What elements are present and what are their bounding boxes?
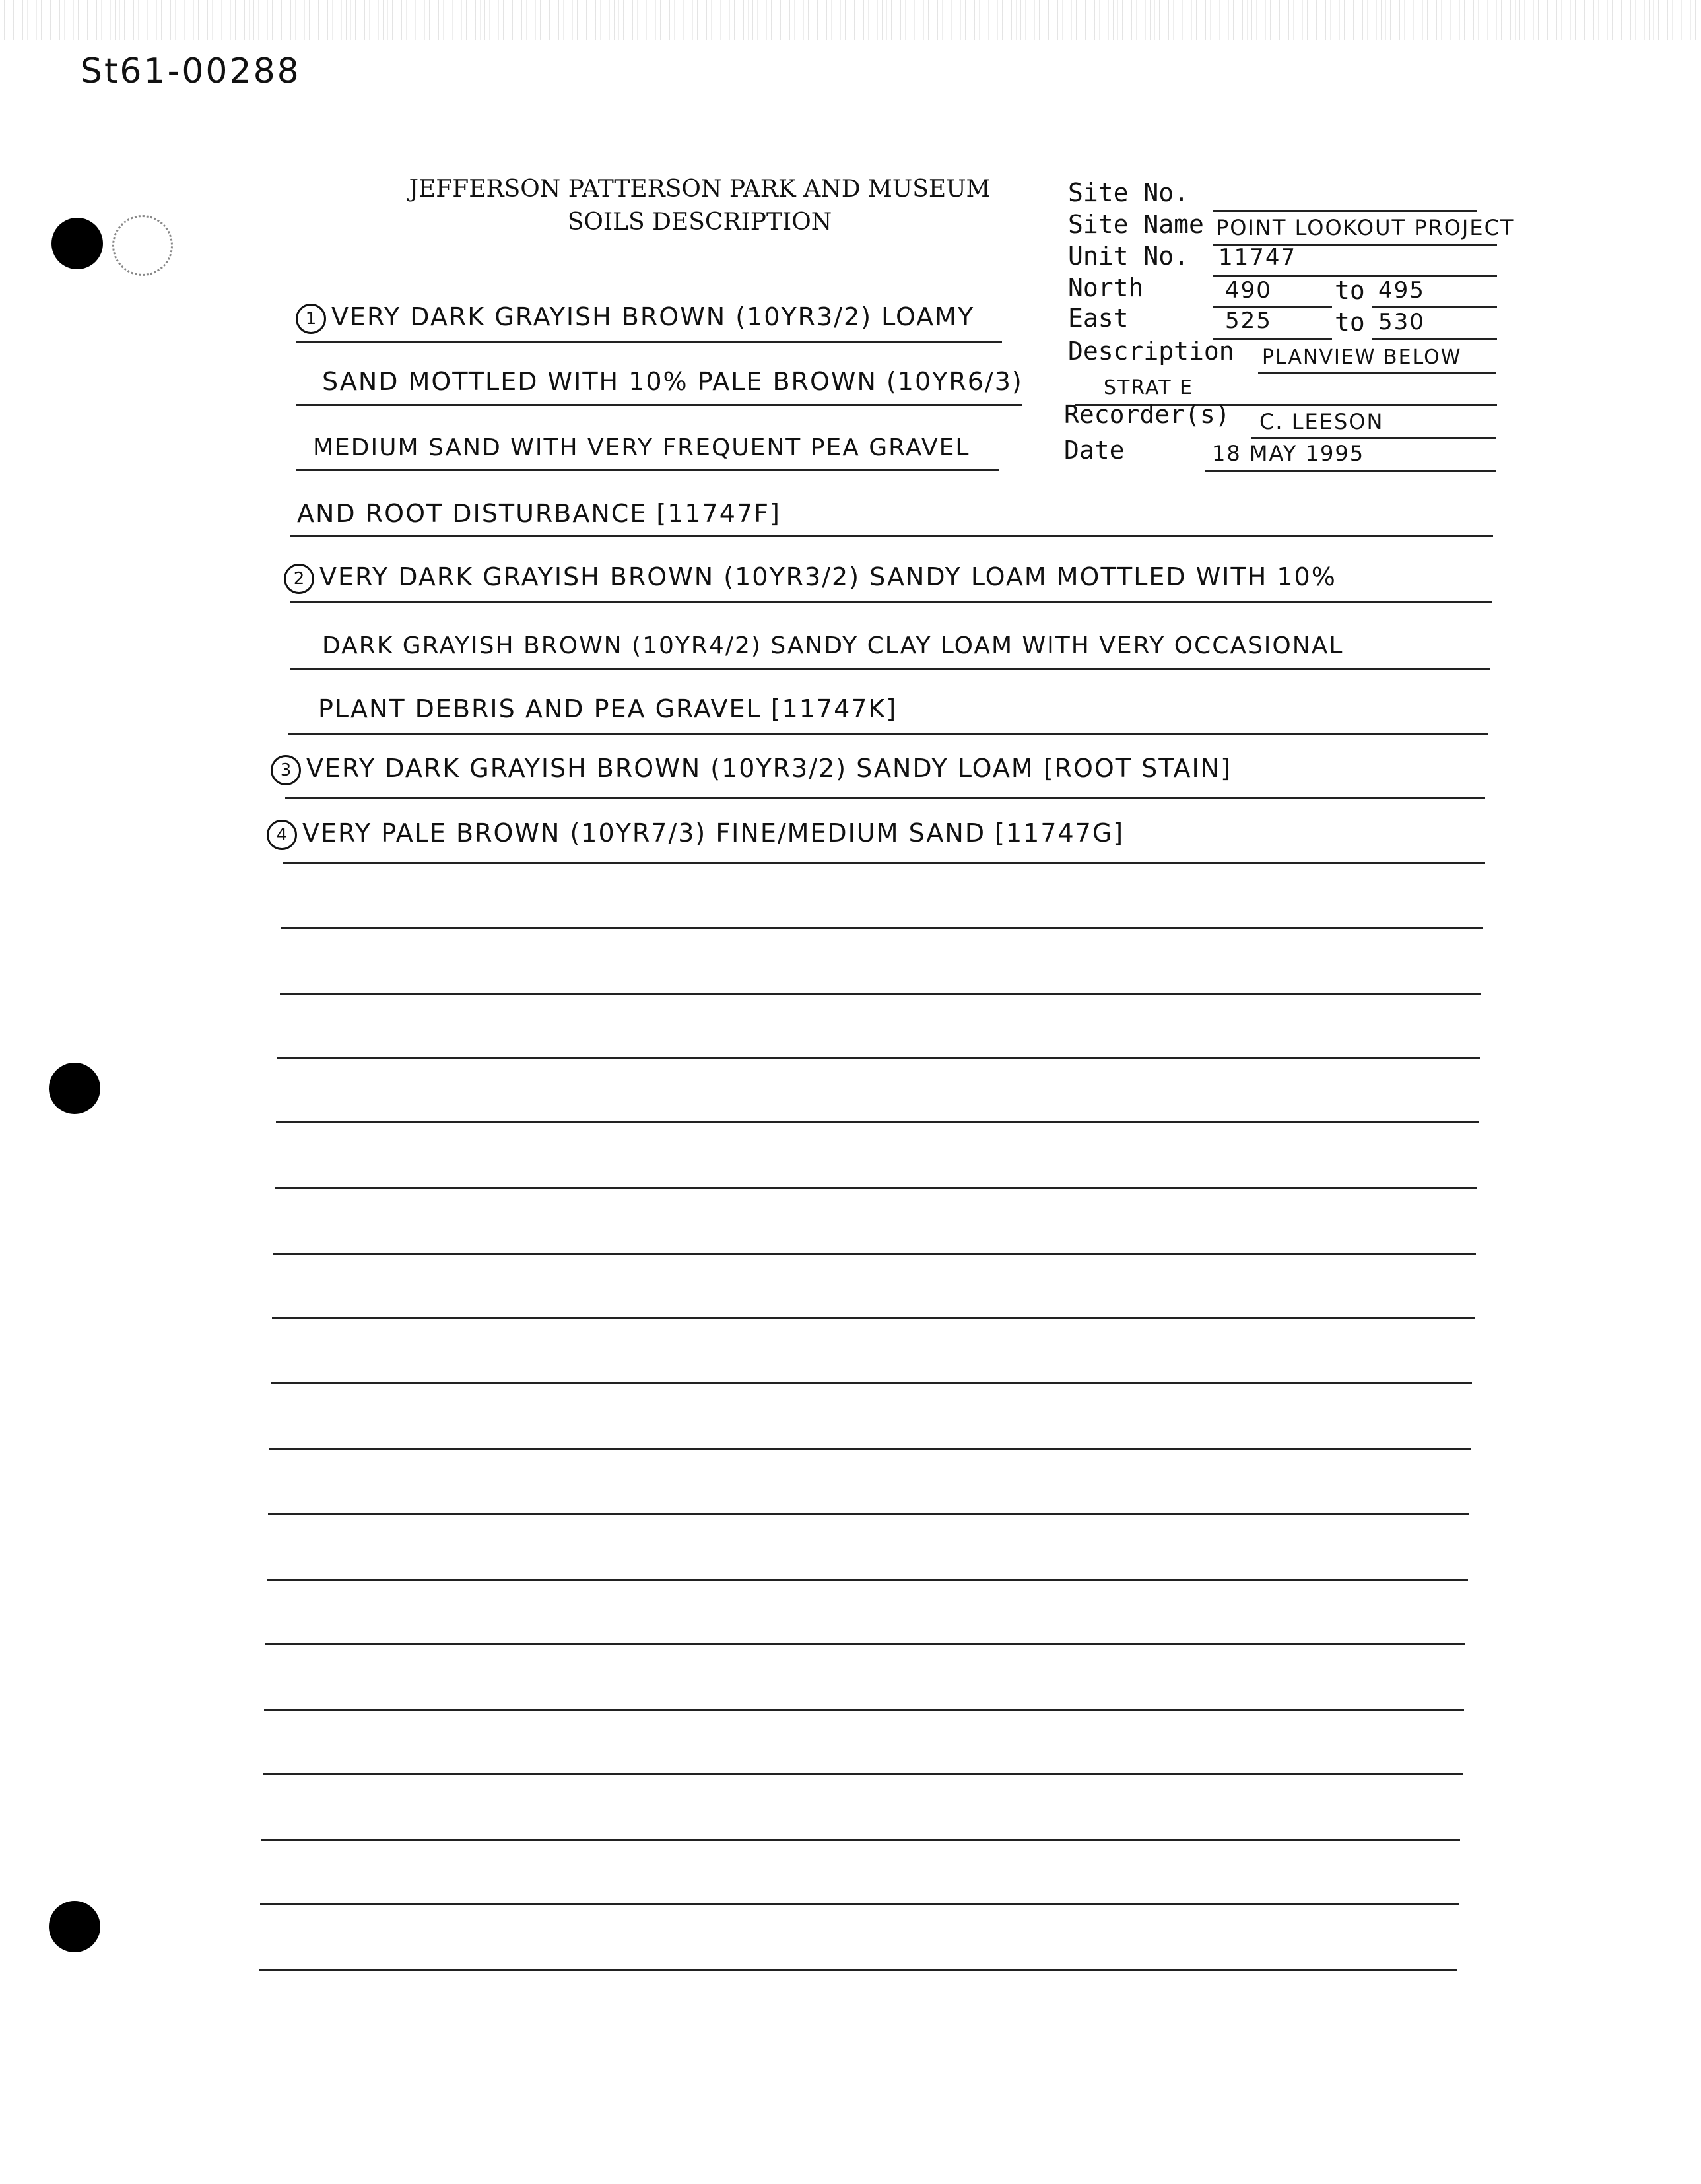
ruled-line-16	[268, 1513, 1469, 1515]
entry-1-rule-2	[296, 404, 1022, 406]
entry-3-number: 3	[271, 755, 301, 785]
ruled-line-11	[275, 1187, 1477, 1189]
ruled-line-2	[290, 601, 1492, 603]
entry-2-line-3: PLANT DEBRIS AND PEA GRAVEL [11747K]	[318, 694, 898, 723]
ruled-line-10	[276, 1121, 1479, 1123]
entry-3-line-1	[271, 754, 1232, 785]
punch-hole-bottom	[49, 1901, 100, 1952]
entry-1-line-3: MEDIUM SAND WITH VERY FREQUENT PEA GRAVEL	[313, 434, 970, 461]
title-line-2: SOILS DESCRIPTION	[567, 209, 832, 236]
ruled-line-5	[285, 797, 1485, 799]
entry-1-line-1	[296, 302, 974, 334]
north-to-line	[1372, 306, 1497, 308]
ruled-line-23	[259, 1969, 1457, 1971]
ruled-line-14	[271, 1382, 1472, 1384]
recorder-label: Recorder(s)	[1064, 400, 1230, 429]
north-to-value: 495	[1378, 277, 1425, 304]
document-id: St61-00288	[81, 51, 301, 91]
east-to-label: to	[1335, 308, 1365, 337]
ruled-line-20	[263, 1773, 1463, 1775]
east-label: East	[1068, 304, 1129, 333]
ruled-line-18	[265, 1643, 1465, 1645]
date-value: 18 MAY 1995	[1212, 441, 1365, 466]
entry-1-rule-1	[296, 341, 1002, 343]
entry-2-line-1	[284, 562, 1337, 594]
ruled-line-6	[283, 862, 1485, 864]
entry-1-line-2: SAND MOTTLED WITH 10% PALE BROWN (10YR6/3)	[322, 367, 1023, 396]
reinforcement-ring	[112, 215, 173, 276]
ruled-line-13	[272, 1317, 1475, 1319]
scan-noise-strip	[0, 0, 1701, 40]
recorder-line	[1251, 437, 1496, 439]
entry-1-rule-3	[296, 469, 999, 471]
ruled-line-8	[280, 993, 1481, 995]
description-line-1	[1258, 372, 1496, 374]
east-from-value: 525	[1225, 308, 1272, 334]
site-no-line	[1213, 210, 1477, 212]
ruled-line-7	[281, 927, 1483, 929]
east-to-line	[1372, 338, 1497, 340]
recorder-value: C. LEESON	[1259, 409, 1384, 434]
ruled-line-12	[273, 1253, 1476, 1255]
ruled-line-4	[288, 733, 1488, 735]
ruled-line-3	[290, 668, 1490, 670]
ruled-line-21	[261, 1839, 1460, 1841]
east-to-value: 530	[1378, 309, 1425, 335]
date-line	[1205, 470, 1496, 472]
description-value-2: STRAT E	[1104, 376, 1194, 399]
punch-hole-top	[51, 218, 103, 269]
site-name-value: POINT LOOKOUT PROJECT	[1216, 215, 1515, 240]
entry-4-text-1: VERY PALE BROWN (10YR7/3) FINE/MEDIUM SAND [11747G]	[302, 818, 1125, 847]
site-name-label: Site Name	[1068, 210, 1204, 239]
north-from-value: 490	[1225, 277, 1272, 304]
entry-2-number: 2	[284, 564, 314, 594]
entry-1-line-4: AND ROOT DISTURBANCE [11747F]	[297, 499, 781, 528]
entry-1-number: 1	[296, 304, 326, 334]
entry-4-line-1	[267, 818, 1124, 850]
north-label: North	[1068, 273, 1144, 302]
entry-1-text-1: VERY DARK GRAYISH BROWN (10YR3/2) LOAMY	[331, 302, 975, 331]
ruled-line-22	[260, 1903, 1459, 1905]
title-line-1: JEFFERSON PATTERSON PARK AND MUSEUM	[409, 176, 991, 203]
ruled-line-17	[267, 1579, 1468, 1581]
unit-no-value: 11747	[1218, 244, 1297, 271]
punch-hole-middle	[49, 1063, 100, 1114]
unit-no-label: Unit No.	[1068, 242, 1189, 271]
ruled-line-1	[290, 535, 1493, 537]
description-label: Description	[1068, 337, 1234, 366]
entry-3-text-1: VERY DARK GRAYISH BROWN (10YR3/2) SANDY LOAM [ROOT STAIN]	[306, 754, 1232, 783]
ruled-line-15	[269, 1448, 1471, 1450]
entry-2-text-1: VERY DARK GRAYISH BROWN (10YR3/2) SANDY LOAM MOTTLED WITH 10%	[319, 562, 1337, 591]
ruled-line-19	[264, 1709, 1464, 1711]
page-title	[383, 173, 1017, 239]
description-value-1: PLANVIEW BELOW	[1262, 346, 1462, 369]
ruled-line-9	[277, 1057, 1480, 1059]
north-to-label: to	[1335, 276, 1365, 305]
entry-4-number: 4	[267, 820, 297, 850]
site-no-label: Site No.	[1068, 178, 1189, 207]
date-label: Date	[1064, 436, 1125, 465]
entry-2-line-2: DARK GRAYISH BROWN (10YR4/2) SANDY CLAY LOAM WITH VERY OCCASIONAL	[322, 632, 1344, 659]
